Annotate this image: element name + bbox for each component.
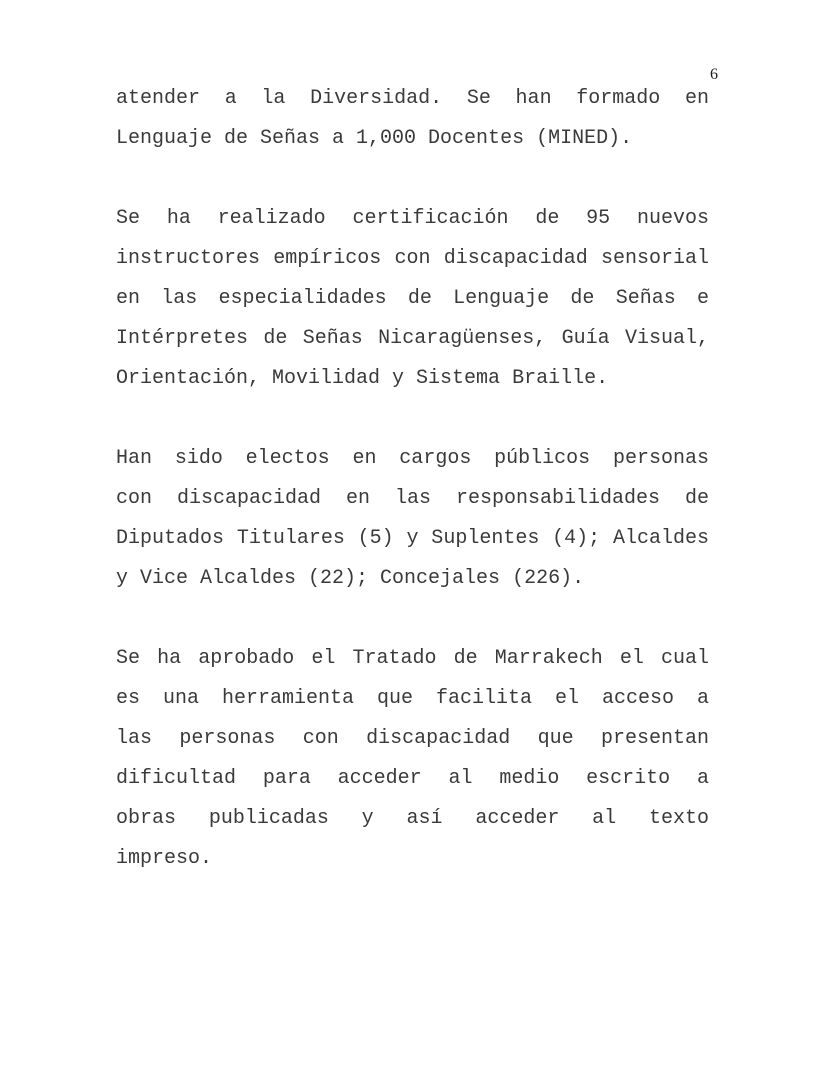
text-line: es una herramienta que facilita el acceso a (116, 687, 709, 710)
paragraph-elected-officials (116, 439, 709, 599)
text-line: con discapacidad en las responsabilidades de (116, 487, 709, 510)
text-line: Se ha aprobado el Tratado de Marrakech el cual (116, 647, 709, 670)
text-line: impreso. (116, 847, 213, 870)
text-line: Se ha realizado certificación de 95 nuevos (116, 207, 709, 230)
paragraph-instructor-certification (116, 199, 709, 399)
text-line: Orientación, Movilidad y Sistema Braille. (116, 367, 609, 390)
paragraph-diversity-training (116, 79, 709, 159)
text-line: Intérpretes de Señas Nicaragüenses, Guía Visual, (116, 327, 709, 350)
text-line: dificultad para acceder al medio escrito a (116, 767, 709, 790)
text-line: instructores empíricos con discapacidad sensorial (116, 247, 709, 270)
text-line: obras publicadas y así acceder al texto (116, 807, 709, 830)
text-line: y Vice Alcaldes (22); Concejales (226). (116, 567, 585, 590)
text-line: Han sido electos en cargos públicos personas (116, 447, 709, 470)
document-body (116, 79, 709, 919)
text-line: en las especialidades de Lenguaje de Señas e (116, 287, 709, 310)
text-line: las personas con discapacidad que presentan (116, 727, 709, 750)
text-line: atender a la Diversidad. Se han formado en (116, 87, 709, 110)
text-line: Lenguaje de Señas a 1,000 Docentes (MINED). (116, 127, 633, 150)
text-line: Diputados Titulares (5) y Suplentes (4); Alcaldes (116, 527, 709, 550)
page-number: 6 (710, 66, 718, 83)
paragraph-marrakech-treaty (116, 639, 709, 879)
